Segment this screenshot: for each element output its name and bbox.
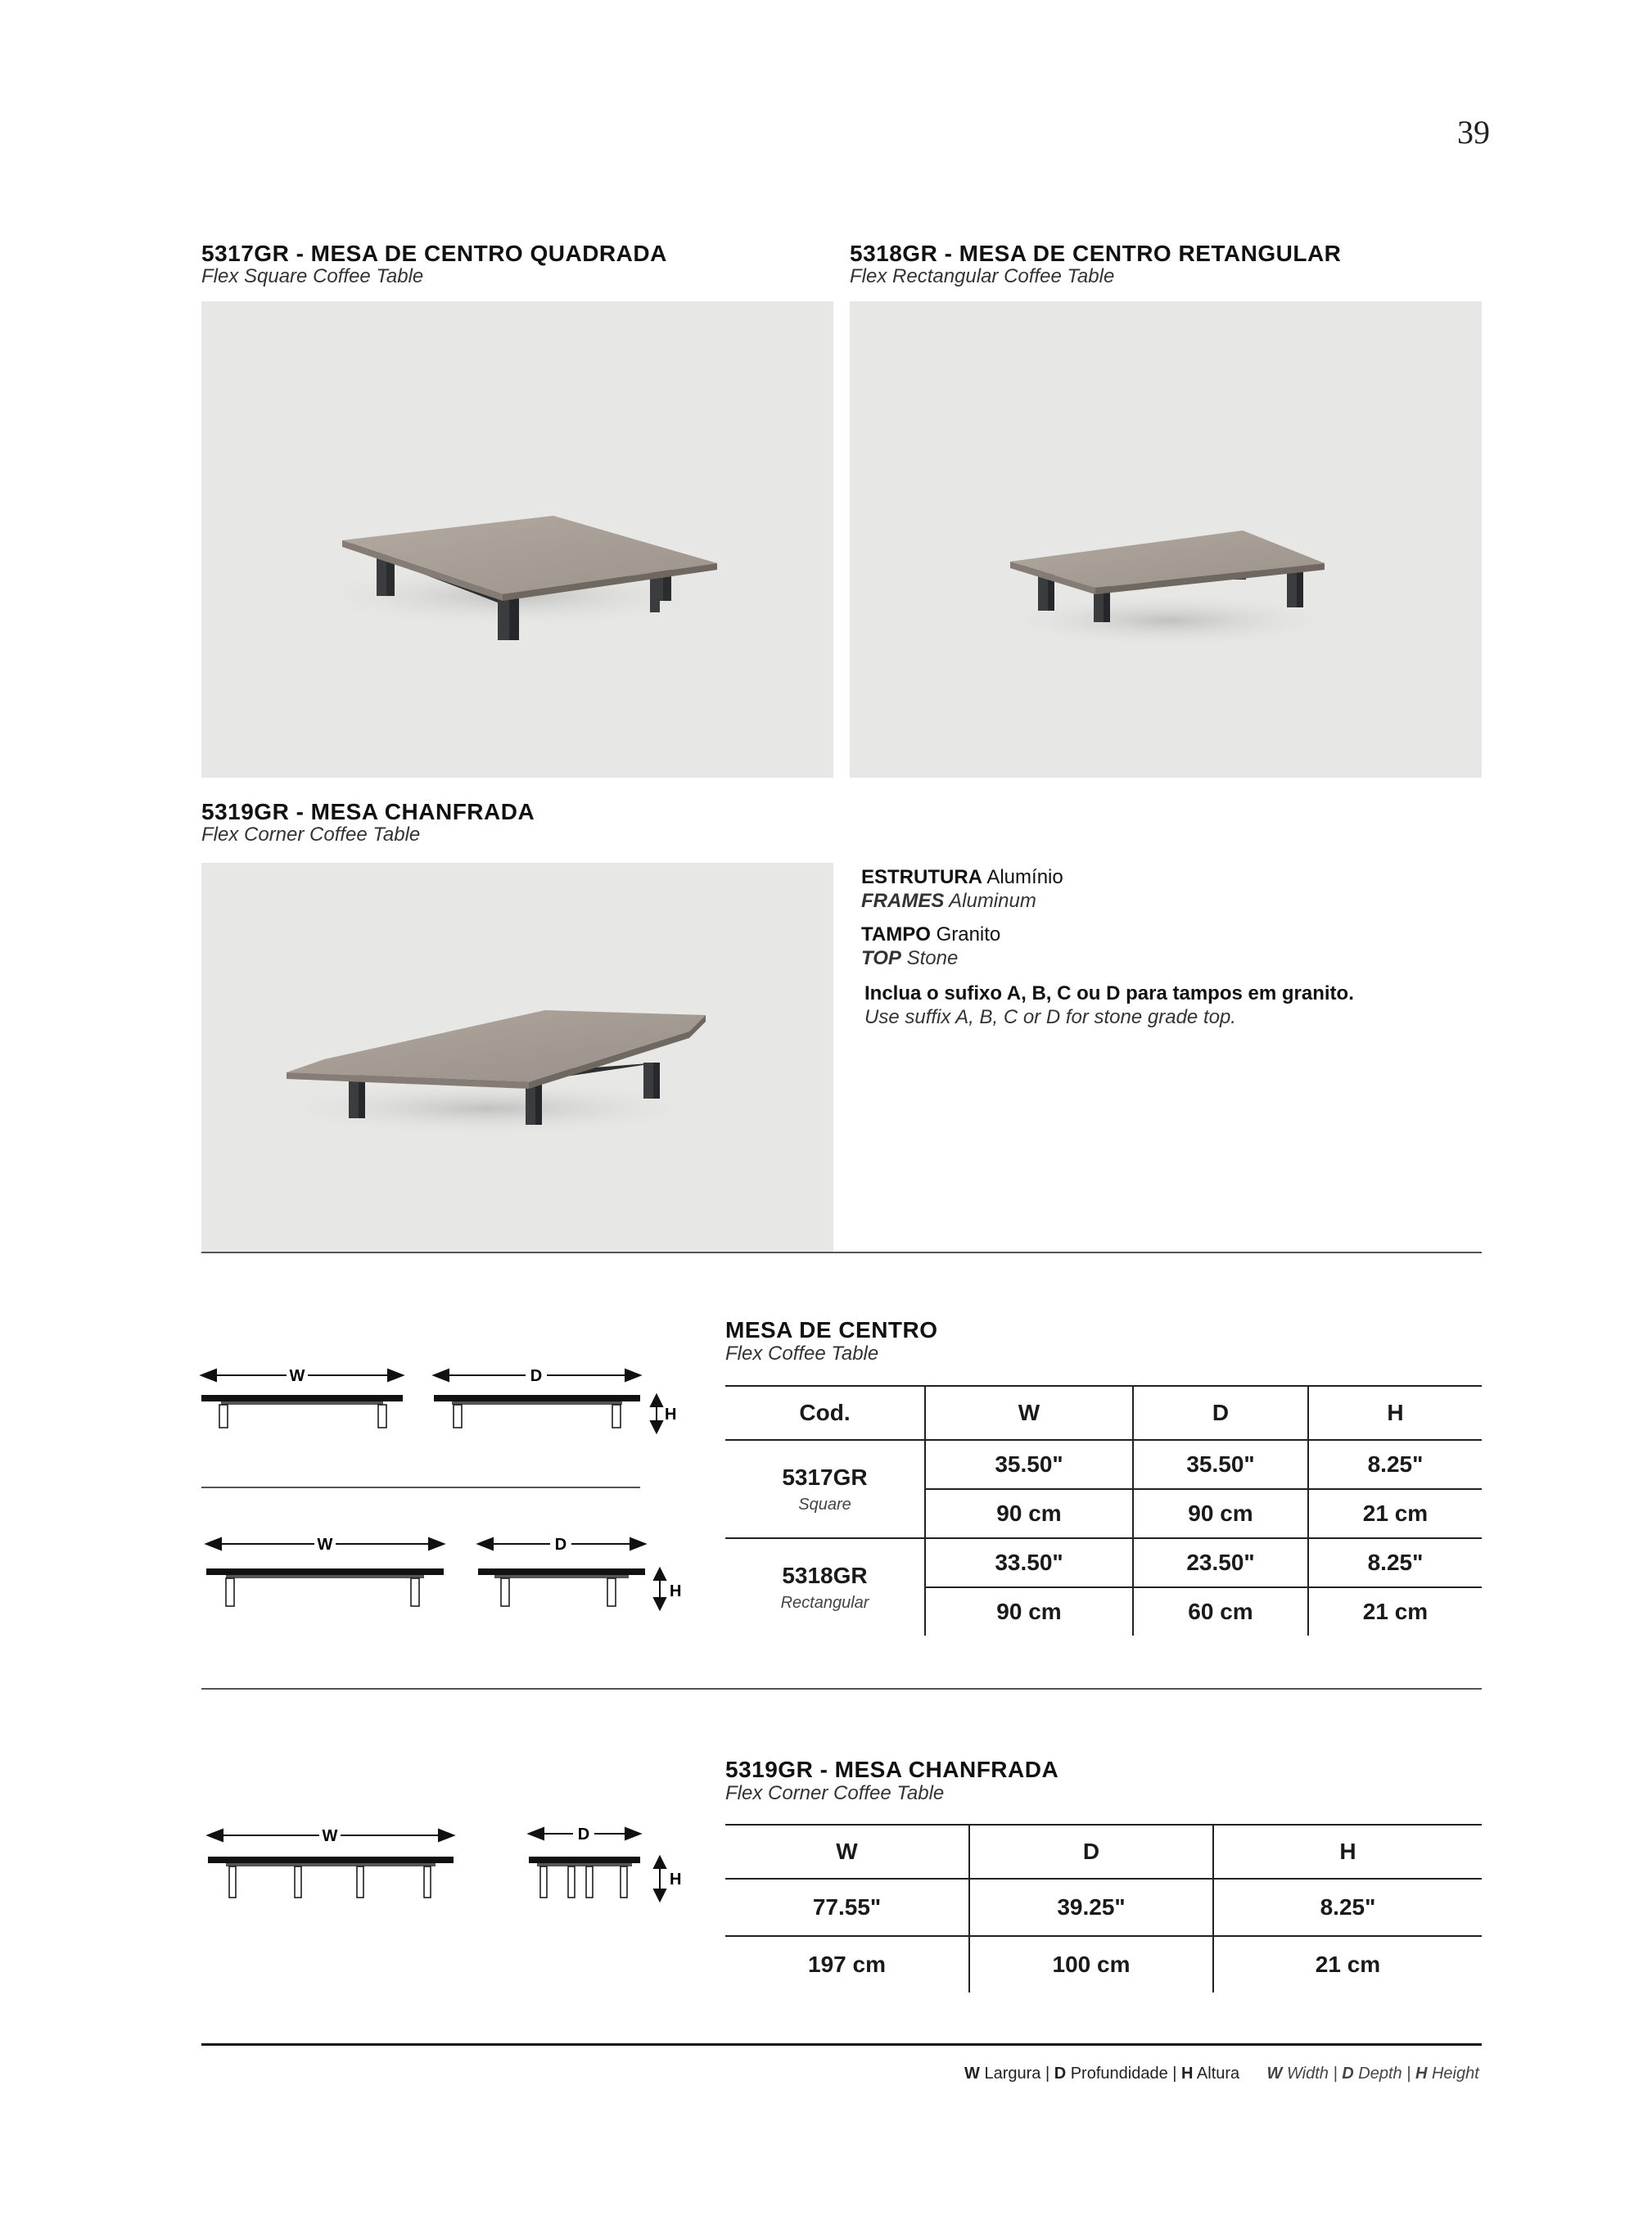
coffee-table-section-subtitle: Flex Coffee Table xyxy=(725,1343,879,1365)
coffee-table-section-title: MESA DE CENTRO xyxy=(725,1317,938,1343)
table-row xyxy=(725,1440,1482,1489)
legend-h-en: H xyxy=(1415,2065,1428,2083)
product-name: Square xyxy=(798,1495,851,1514)
header-w: W xyxy=(925,1386,1133,1440)
diagram-label-h: H xyxy=(670,1582,682,1600)
spec-top-value-pt: Granito xyxy=(936,923,1001,946)
table-row xyxy=(725,1936,1482,1993)
dimension-diagram-coffee-tables xyxy=(196,1359,688,1629)
footer-divider xyxy=(201,2043,1482,2046)
product-code: 5317GR xyxy=(782,1464,868,1490)
diagram-label-w: W xyxy=(317,1536,333,1554)
value-h-cm: 21 cm xyxy=(1315,1952,1381,1977)
value-d-cm: 90 cm xyxy=(1133,1489,1308,1538)
spec-frame-pt xyxy=(861,866,1063,889)
legend-d-pt: D xyxy=(1054,2065,1067,2083)
value-w-in: 35.50" xyxy=(925,1440,1133,1489)
value-w-cm: 90 cm xyxy=(925,1587,1133,1636)
table-header-row xyxy=(725,1386,1482,1440)
value-h-cm: 21 cm xyxy=(1362,1599,1429,1624)
product-code: 5318GR xyxy=(782,1562,868,1588)
page-number: 39 xyxy=(1457,114,1490,151)
spec-top-value-en: Stone xyxy=(906,947,959,969)
header-h: H xyxy=(1213,1825,1482,1879)
value-d-cm: 100 cm xyxy=(969,1936,1213,1993)
diagram-label-h: H xyxy=(665,1406,677,1424)
value-d-cm: 60 cm xyxy=(1133,1587,1308,1636)
legend-w-pt: W xyxy=(964,2065,980,2083)
legend-d-text-en: Depth xyxy=(1358,2065,1402,2083)
legend-h-text-pt: Altura xyxy=(1196,2065,1240,2083)
diagram-label-h: H xyxy=(670,1871,682,1889)
spec-top-label-en: TOP xyxy=(861,947,901,969)
header-d: D xyxy=(969,1825,1213,1879)
product-title-5318gr: 5318GR - MESA DE CENTRO RETANGULAR xyxy=(850,241,1342,266)
legend-h-text-en: Height xyxy=(1431,2065,1479,2083)
code-cell xyxy=(725,1538,925,1636)
value-h-in: 8.25" xyxy=(1213,1879,1482,1936)
value-d-in: 23.50" xyxy=(1133,1538,1308,1587)
spec-frame-value-pt: Alumínio xyxy=(986,866,1063,888)
dimension-legend: W Largura | D Profundidade | H Altura W Width | D Depth | H Height xyxy=(964,2065,1479,2083)
spec-frame-en xyxy=(861,890,1036,913)
header-w: W xyxy=(725,1825,969,1879)
spec-frame-label-en: FRAMES xyxy=(861,890,945,912)
header-h: H xyxy=(1308,1386,1482,1440)
value-d-in: 39.25" xyxy=(969,1879,1213,1936)
corner-section-title: 5319GR - MESA CHANFRADA xyxy=(725,1757,1059,1782)
section-divider xyxy=(201,1688,1482,1690)
table-header-row xyxy=(725,1825,1482,1879)
spec-top-label-pt: TAMPO xyxy=(861,923,931,946)
spec-top-en xyxy=(861,947,958,970)
corner-section-subtitle: Flex Corner Coffee Table xyxy=(725,1782,945,1804)
value-w-cm: 90 cm xyxy=(925,1489,1133,1538)
table-row xyxy=(725,1879,1482,1936)
diagram-label-w: W xyxy=(322,1827,338,1845)
value-w-cm: 197 cm xyxy=(725,1936,969,1993)
product-subtitle-5317gr: Flex Square Coffee Table xyxy=(201,265,424,287)
legend-w-text-pt: Largura xyxy=(984,2065,1041,2083)
diagram-label-w: W xyxy=(289,1367,305,1385)
value-w-in: 33.50" xyxy=(925,1538,1133,1587)
header-d: D xyxy=(1133,1386,1308,1440)
spec-top-pt xyxy=(861,923,1000,946)
coffee-table-dimensions-table xyxy=(725,1385,1482,1636)
code-cell xyxy=(725,1440,925,1538)
legend-w-en: W xyxy=(1266,2065,1283,2083)
corner-table-dimensions-table xyxy=(725,1824,1482,1993)
spec-frame-value-en: Aluminum xyxy=(949,890,1036,912)
spec-note-en: Use suffix A, B, C or D for stone grade top. xyxy=(864,1006,1236,1028)
table-row xyxy=(725,1538,1482,1587)
value-h-cm: 21 cm xyxy=(1308,1489,1482,1538)
value-h-in: 8.25" xyxy=(1308,1538,1482,1587)
spec-frame-label-pt: ESTRUTURA xyxy=(861,866,982,888)
product-title-5317gr: 5317GR - MESA DE CENTRO QUADRADA xyxy=(201,241,667,266)
header-cod: Cod. xyxy=(725,1386,925,1440)
product-photo-rectangular xyxy=(850,301,1482,778)
diagram-label-d: D xyxy=(554,1536,567,1554)
product-subtitle-5318gr: Flex Rectangular Coffee Table xyxy=(850,265,1115,287)
product-subtitle-5319gr: Flex Corner Coffee Table xyxy=(201,824,421,846)
dimension-diagram-corner-table xyxy=(196,1817,688,1932)
legend-d-text-pt: Profundidade xyxy=(1070,2065,1168,2083)
legend-h-pt: H xyxy=(1181,2065,1194,2083)
section-divider xyxy=(201,1252,1482,1253)
product-photo-corner xyxy=(201,863,833,1252)
product-photo-square xyxy=(201,301,833,778)
value-h-in: 8.25" xyxy=(1308,1440,1482,1489)
spec-note-pt: Inclua o sufixo A, B, C ou D para tampos em granito. xyxy=(864,982,1354,1004)
diagram-label-d: D xyxy=(530,1367,543,1385)
value-d-in: 35.50" xyxy=(1133,1440,1308,1489)
legend-d-en: D xyxy=(1342,2065,1354,2083)
legend-w-text-en: Width xyxy=(1286,2065,1329,2083)
product-name: Rectangular xyxy=(780,1593,869,1612)
diagram-label-d: D xyxy=(577,1826,590,1844)
product-title-5319gr: 5319GR - MESA CHANFRADA xyxy=(201,799,535,824)
value-w-in: 77.55" xyxy=(725,1879,969,1936)
